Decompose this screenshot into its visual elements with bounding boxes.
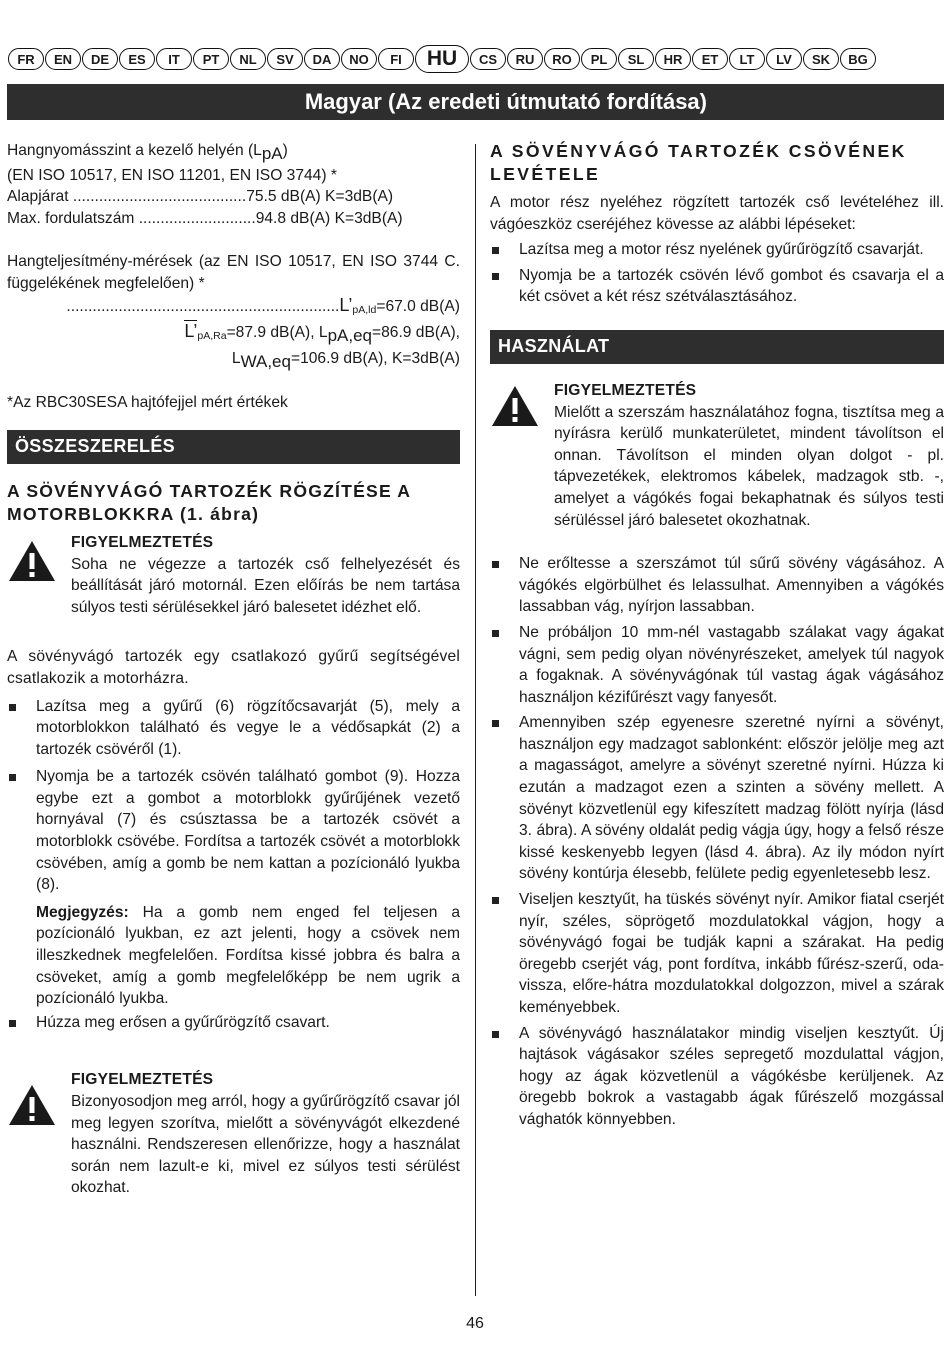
noise-footnote: *Az RBC30SESA hajtófejjel mért értékek — [7, 394, 288, 412]
list-item: Amennyiben szép egyenesre szeretné nyírni a sövényt, használjon egy madzagot sablonként: először jelölje meg azt a magasságot, amelyre a sövényt szeretné nyírni. Húzza ki ezután a madzagot ezen a szinten a sövény mellett. A sövényt közvetlenül egy kifeszített madzag fölött nyírja (lásd 3. ábra). A sövény oldalát pedig vágja úgy, hogy a felső része kissé keskenyebb legyen (lásd 4. ábra). Az ily módon nyírt sövény kontúrja élesebb, felülete pedig egyenletesebb lesz. — [490, 712, 944, 885]
noise-block — [7, 140, 460, 414]
language-tab-en[interactable]: EN — [45, 48, 81, 70]
language-tab-pt[interactable]: PT — [193, 48, 229, 70]
list-item: Nyomja be a tartozék csövén lévő gombot és csavarja el a két csövet a két rész szétválasztásához. — [490, 265, 944, 308]
language-tab-it[interactable]: IT — [156, 48, 192, 70]
language-tab-ro[interactable]: RO — [544, 48, 580, 70]
attach-title: A SÖVÉNYVÁGÓ TARTOZÉK RÖGZÍTÉSE A MOTORBLOKKRA (1. ábra) — [7, 480, 411, 524]
list-item: A sövényvágó használatakor mindig viseljen kesztyűt. Új hajtások vágásakor széles sepregető mozdulattal vágjon, hogy az ágak közvetlenül a vágókésbe kerüljenek. Az öregebb bokrok a vastagabb ágak fűrészelő mozgással vághatók könnyebben. — [490, 1023, 944, 1131]
left-column — [7, 140, 460, 1199]
noise-line-1: Hangnyomásszint a kezelő helyén (LpA) — [7, 142, 288, 163]
warning-text: Mielőtt a szerszám használatához fogna, tisztítsa meg a nyírásra kerülő munkaterületet, mindent távolítson el onnan. Távolítson el minden olyan dolgot - pl. tápvezetékek, elektromos kábelek, madzagok stb. -, amelyet a vágókés fogai bekaphatnak és súlyos testi sérüléssel járó balesetet okozhatnak. — [554, 403, 944, 529]
removal-title: A SÖVÉNYVÁGÓ TARTOZÉK CSÖVÉNEK LEVÉTELE — [490, 141, 907, 184]
warning-icon — [490, 380, 554, 531]
language-tab-sk[interactable]: SK — [803, 48, 839, 70]
warning-title: FIGYELMEZTETÉS — [71, 1071, 214, 1089]
warning-title: FIGYELMEZTETÉS — [554, 381, 697, 399]
language-tab-nl[interactable]: NL — [230, 48, 266, 70]
language-tab-lv[interactable]: LV — [766, 48, 802, 70]
list-item: Húzza meg erősen a gyűrűrögzítő csavart. — [7, 1012, 460, 1034]
noise-lwa: LWA,eq=106.9 dB(A), K=3dB(A) — [231, 349, 460, 371]
warning-icon — [7, 532, 71, 618]
list-item: Lazítsa meg a gyűrű (6) rögzítőcsavarját (5), mely a motorblokkon található és vegye le a védősapkát (2) a tartozék csövéről (1). — [7, 696, 460, 761]
language-tab-no[interactable]: NO — [341, 48, 377, 70]
noise-power-text: Hangteljesítmény-mérések (az EN ISO 10517, EN ISO 3744 C. függelékének megfelelően) * — [7, 253, 460, 292]
language-tab-de[interactable]: DE — [82, 48, 118, 70]
attach-steps — [7, 696, 460, 1034]
noise-idle: Alapjárat ........................................75.5 dB(A) K=3dB(A) — [7, 188, 394, 206]
warning-text: Bizonyosodjon meg arról, hogy a gyűrűrögzítő csavar jól meg legyen szorítva, mielőtt a sövényvágót elkezdené használni. Rendszeresen ellenőrizze, hogy a használat során nem lazult-e ki, mivel ez súlyos testi sérülést okozhat. — [71, 1093, 460, 1197]
noise-lpa-ld: ...............................................................L’pA,ld=67.0 dB(A) — [66, 294, 460, 316]
language-tab-fi[interactable]: FI — [378, 48, 414, 70]
list-item: Ne próbáljon 10 mm-nél vastagabb szálakat vagy ágakat vágni, sem pedig olyan növényrészeket, amelyek túl nagyok a fogaknak. A sövényvágónak túl vastag ágak vágásához használjon kézifűrészt vagy fanyesőt. — [490, 622, 944, 708]
language-tab-hu[interactable]: HU — [415, 45, 469, 73]
language-tab-bg[interactable]: BG — [840, 48, 876, 70]
warning-title: FIGYELMEZTETÉS — [71, 533, 214, 551]
language-tab-sl[interactable]: SL — [618, 48, 654, 70]
attach-intro: A sövényvágó tartozék egy csatlakozó gyűrű segítségével csatlakozik a motorházra. — [7, 648, 460, 687]
list-item: Nyomja be a tartozék csövén található gombot (9). Hozza egybe ezt a gombot a motorblokk gyűrűjének vezető hornyával (7) és csúsztassa be a tartozék csövét a motorblokk csövébe. Fordítsa a tartozék csövét a motorblokk csövében, amíg a gomb be nem kattan a pozícionáló lyukba (8). Megjegyzés: Ha a gomb nem enged fel teljesen a pozícionáló lyukban, ez azt jelenti, hogy a csövek nem illeszkednek megfelelően. Fordítsa kissé jobbra és balra a csöveket, amíg a gomb megfelelőképp be nem ugrik a pozícionáló lyukba. — [7, 766, 460, 1010]
warning-text: Soha ne végezze a tartozék cső felhelyezését és beállítását járó motornál. Ezen előírás be nem tartása súlyos testi sérülésekkel járó balesetet idézhet elő. — [71, 555, 460, 616]
removal-intro: A motor rész nyeléhez rögzített tartozék cső levételéhez ill. vágóeszköz cseréjéhez kövesse az alábbi lépéseket: — [490, 194, 944, 233]
section-header-assembly: ÖSSZESZERELÉS — [7, 430, 460, 464]
section-header-usage: HASZNÁLAT — [490, 330, 944, 364]
language-tab-hr[interactable]: HR — [655, 48, 691, 70]
language-tab-ru[interactable]: RU — [507, 48, 543, 70]
list-item: Viseljen kesztyűt, ha tüskés sövényt nyír. Amikor fiatal cserjét nyír, széles, söprögető mozdulatokkal vágjon, hogy a sövényvágó fogai be tudják kapni a szárakat. Ha pedig öregebb cserjét vág, pont fordítva, inkább fűrész-szerű, oda-vissza, előre-hátra mozdulatokkal dolgozzon, mivel a szárak keményebbek. — [490, 889, 944, 1019]
language-tab-fr[interactable]: FR — [8, 48, 44, 70]
noise-lpa-ra: L’pA,Ra=87.9 dB(A), LpA,eq=86.9 dB(A), — [184, 321, 460, 346]
language-tab-da[interactable]: DA — [304, 48, 340, 70]
list-item: Ne erőltesse a szerszámot túl sűrű sövény vágásához. A vágókés elgörbülhet és lelassulhat. Amennyiben a vágókés lassabban vág, nyírjon lassabban. — [490, 553, 944, 618]
warning-icon — [7, 1069, 71, 1199]
usage-list — [490, 553, 944, 1130]
page-title: Magyar (Az eredeti útmutató fordítása) — [7, 84, 944, 120]
page-number: 46 — [466, 1315, 484, 1332]
language-tab-pl[interactable]: PL — [581, 48, 617, 70]
note: Megjegyzés: Ha a gomb nem enged fel teljesen a pozícionáló lyukban, ez azt jelenti, hogy a csövek nem illeszkednek megfelelően. Fordítsa kissé jobbra és balra a csöveket, amíg a gomb megfelelőképp be nem ugrik a pozícionáló lyukba. — [36, 903, 460, 1008]
removal-steps — [490, 239, 944, 308]
language-bar — [8, 45, 944, 73]
language-tab-lt[interactable]: LT — [729, 48, 765, 70]
noise-max: Max. fordulatszám ...........................94.8 dB(A) K=3dB(A) — [7, 209, 403, 227]
right-column — [490, 140, 944, 1131]
warning-box-3 — [490, 380, 944, 531]
language-tab-sv[interactable]: SV — [267, 48, 303, 70]
column-divider — [475, 144, 476, 1296]
warning-box-1 — [7, 532, 460, 618]
noise-standard: (EN ISO 10517, EN ISO 11201, EN ISO 3744) * — [7, 166, 337, 184]
language-tab-es[interactable]: ES — [119, 48, 155, 70]
list-item: Lazítsa meg a motor rész nyelének gyűrűrögzítő csavarját. — [490, 239, 944, 261]
warning-box-2 — [7, 1069, 460, 1199]
language-tab-cs[interactable]: CS — [470, 48, 506, 70]
language-tab-et[interactable]: ET — [692, 48, 728, 70]
